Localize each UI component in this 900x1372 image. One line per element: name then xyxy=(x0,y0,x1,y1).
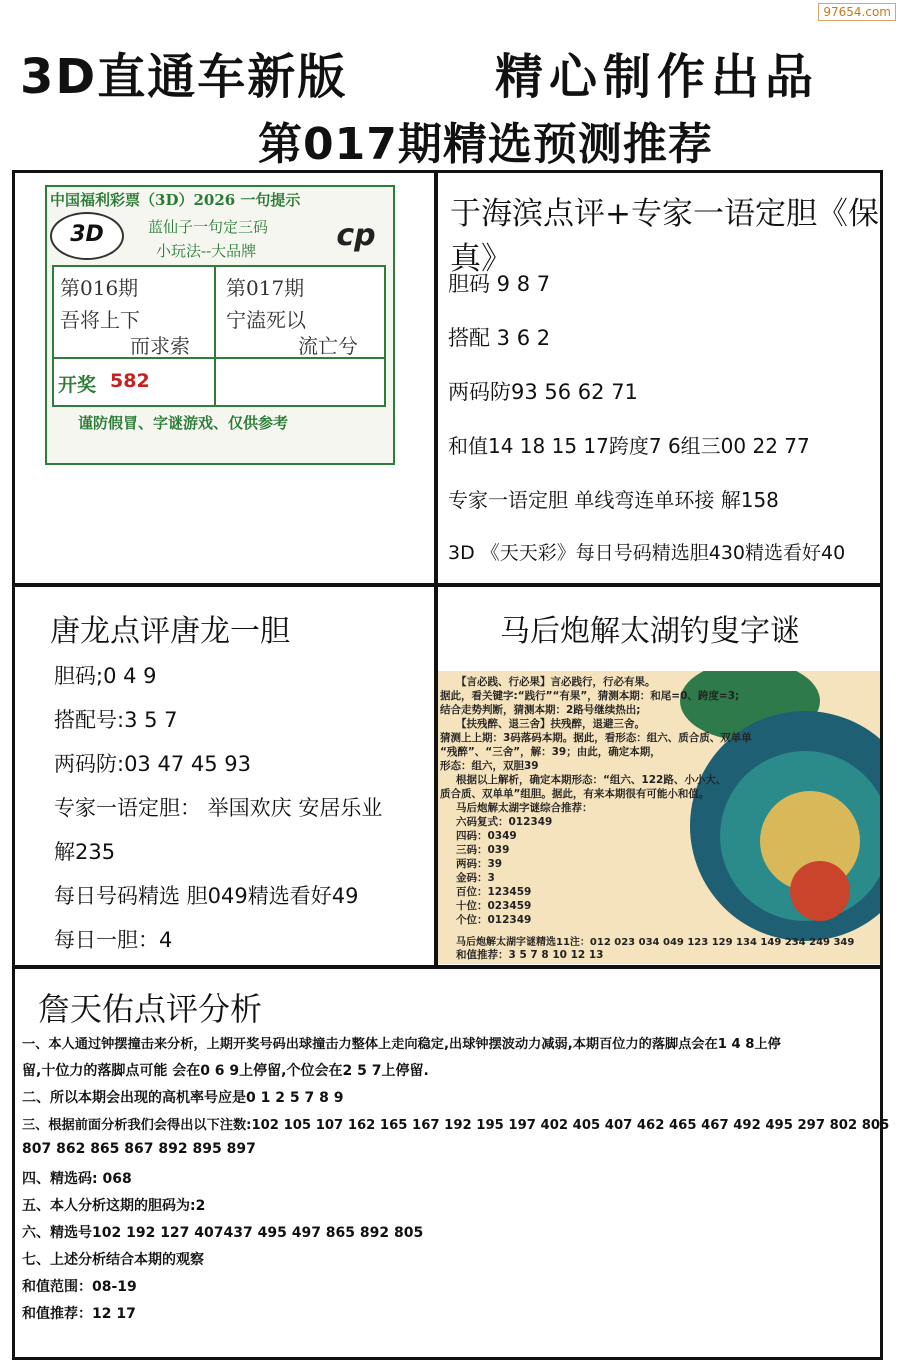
riddle-line: 和值推荐：3 5 7 8 10 12 13 xyxy=(456,949,604,961)
page-title-left: 3D直通车新版 xyxy=(20,49,348,105)
yu-line: 和值14 18 15 17跨度7 6组三00 22 77 xyxy=(448,434,810,458)
analysis-line: 三、根据前面分析我们会得出以下注数:102 105 107 162 165 167 192 195 197 402 405 407 462 465 467 492 495 297 802 805 xyxy=(22,1118,890,1133)
riddle-line: 马后炮解太湖字谜精选11注：012 023 034 049 123 129 134 149 234 249 349 xyxy=(456,937,855,948)
cur-riddle-line-1: 宁溘死以 xyxy=(226,308,306,332)
riddle-line: 马后炮解太湖字谜综合推荐： xyxy=(456,802,593,814)
tang-line: 每日一胆：4 xyxy=(54,928,173,952)
riddle-line: 金码：3 xyxy=(456,872,495,884)
card-footer: 谨防假冒、字谜游戏、仅供参考 xyxy=(78,414,289,432)
analysis-line: 和值范围：08-19 xyxy=(22,1279,137,1295)
yu-line: 两码防93 56 62 71 xyxy=(448,380,638,404)
riddle-line: 个位：012349 xyxy=(456,914,532,926)
3d-logo-icon: 3D xyxy=(50,212,124,260)
card-line-1: 蓝仙子一句定三码 xyxy=(148,218,269,236)
yu-line: 专家一语定胆 单线弯连单环接 解158 xyxy=(448,488,779,512)
riddle-line: 百位：123459 xyxy=(456,886,532,898)
prev-issue-label: 第016期 xyxy=(60,276,139,300)
yu-line: 胆码 9 8 7 xyxy=(448,272,551,296)
riddle-line: “残醉”、“三舍”，解：39；由此，确定本期， xyxy=(440,746,661,758)
grid-divider-vertical xyxy=(214,265,216,407)
cur-riddle-line-2: 流亡兮 xyxy=(298,334,358,358)
riddle-line: 根据以上解析，确定本期形态：“组六、122路、小小大、 xyxy=(456,774,727,786)
sun-decoration xyxy=(790,861,850,921)
riddle-line: 六码复式：012349 xyxy=(456,816,553,828)
riddle-line: 十位：023459 xyxy=(456,900,532,912)
riddle-line: 猜测上上期：3码落码本期。据此，看形态：组六、质合质、双单单 xyxy=(440,732,752,744)
card-header: 中国福利彩票（3D）2026 一句提示 xyxy=(50,191,301,209)
site-watermark: 97654.com xyxy=(818,3,896,21)
analysis-line: 807 862 865 867 892 895 897 xyxy=(22,1141,256,1157)
issue-subtitle: 第017期精选预测推荐 xyxy=(258,119,713,170)
riddle-line: 【扶残醉、退三舍】扶残醉，退避三舍。 xyxy=(456,718,645,730)
yu-line: 3D 《天天彩》每日号码精选胆430精选看好40 xyxy=(448,542,846,564)
analysis-line: 二、所以本期会出现的高机率号应是0 1 2 5 7 8 9 xyxy=(22,1090,344,1106)
analysis-line: 五、本人分析这期的胆码为:2 xyxy=(22,1198,206,1214)
riddle-line: 【言必践、行必果】言必践行，行必有果。 xyxy=(456,676,656,688)
page-title-right: 精心制作出品 xyxy=(495,49,820,105)
riddle-line: 三码：039 xyxy=(456,844,510,856)
zhan-panel-title: 詹天佑点评分析 xyxy=(38,990,263,1028)
analysis-line: 六、精选号102 192 127 407437 495 497 865 892 805 xyxy=(22,1225,424,1241)
tang-panel-title: 唐龙点评唐龙一胆 xyxy=(50,614,290,649)
draw-result-label: 开奖 xyxy=(58,374,97,396)
card-line-2: 小玩法--大品牌 xyxy=(156,242,257,260)
prev-riddle-line-1: 吾将上下 xyxy=(60,308,140,332)
tang-line: 搭配号:3 5 7 xyxy=(54,708,178,732)
analysis-line: 四、精选码: 068 xyxy=(22,1171,132,1187)
yu-panel-title: 于海滨点评+专家一语定胆《保真》 xyxy=(450,196,879,277)
riddle-line: 结合走势判断，猜测本期：2路号继续热出; xyxy=(440,704,641,716)
riddle-analysis-image xyxy=(438,671,880,964)
yu-line: 搭配 3 6 2 xyxy=(448,326,551,350)
cur-issue-label: 第017期 xyxy=(226,276,305,300)
tang-line: 专家一语定胆： 举国欢庆 安居乐业 xyxy=(54,796,383,820)
riddle-line: 质合质、双单单”组胆。据此，有来本期很有可能小和值。 xyxy=(440,788,710,800)
analysis-line: 留,十位力的落脚点可能 会在0 6 9上停留,个位会在2 5 7上停留. xyxy=(22,1063,429,1079)
riddle-line: 形态：组六，双胆39 xyxy=(440,760,539,772)
prev-riddle-line-2: 而求索 xyxy=(130,334,190,358)
analysis-line: 一、本人通过钟摆撞击来分析，上期开奖号码出球撞击力整体上走向稳定,出球钟摆波动力减弱,本期百位力的落脚点会在1 4 8上停 xyxy=(22,1037,781,1052)
riddle-line: 两码：39 xyxy=(456,858,503,870)
ma-panel-title: 马后炮解太湖钓叟字谜 xyxy=(500,614,800,649)
analysis-line: 七、上述分析结合本期的观察 xyxy=(22,1252,204,1268)
tang-line: 解235 xyxy=(54,840,116,864)
cp-logo-icon: cp xyxy=(336,218,376,253)
draw-result-number: 582 xyxy=(110,370,150,392)
analysis-line: 和值推荐：12 17 xyxy=(22,1306,136,1322)
riddle-line: 据此，看关键字:“践行”“有果”，猜测本期：和尾=0、跨度=3; xyxy=(440,690,740,702)
riddle-line: 四码：0349 xyxy=(456,830,517,842)
tang-line: 两码防:03 47 45 93 xyxy=(54,752,251,776)
tang-line: 胆码;0 4 9 xyxy=(54,664,157,688)
tang-line: 每日号码精选 胆049精选看好49 xyxy=(54,884,359,908)
